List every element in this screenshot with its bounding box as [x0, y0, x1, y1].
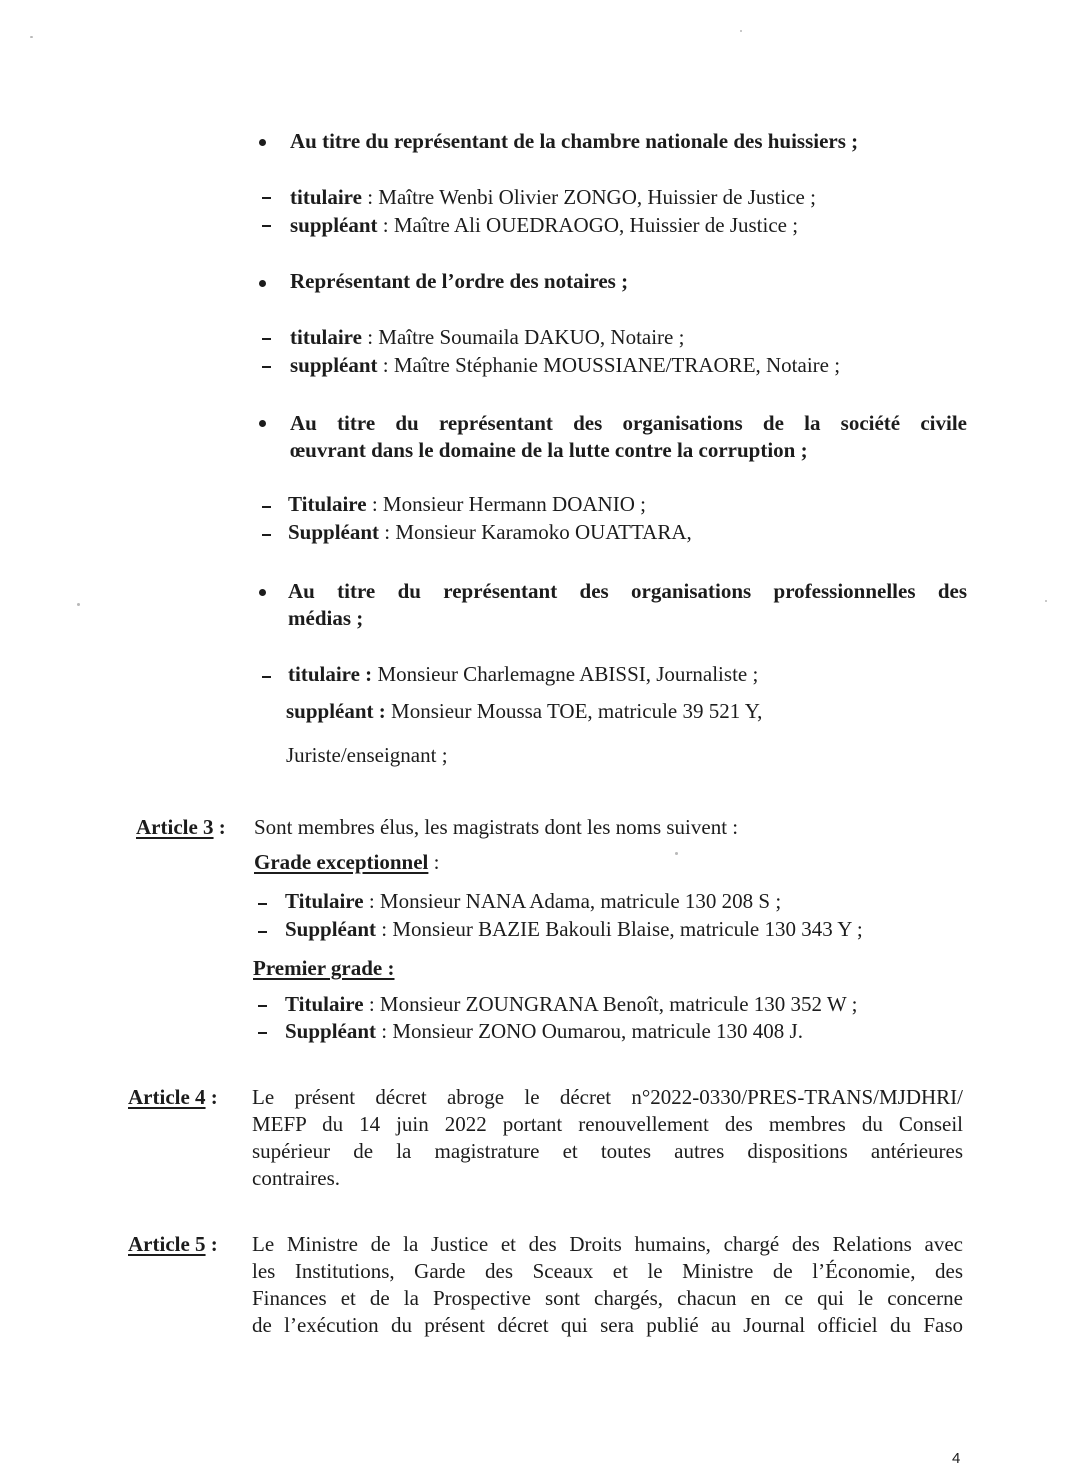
article-label-text: Article 3 [136, 815, 214, 839]
member-entry [290, 212, 798, 238]
article-text-line: supérieur de la magistrature et toutes autres dispositions antérieures [252, 1139, 963, 1163]
article-text-line: MEFP du 14 juin 2022 portant renouvellement des membres du Conseil [252, 1112, 963, 1136]
article-label-colon: : [213, 815, 226, 839]
grade-heading [254, 849, 439, 875]
member-entry [290, 184, 816, 210]
member-role: Titulaire [288, 492, 367, 516]
section-heading: Au titre du représentant de la chambre nationale des huissiers ; [290, 129, 859, 153]
member-entry [288, 491, 646, 517]
article-text-line: les Institutions, Garde des Sceaux et le Ministre de l’Économie, des [252, 1259, 963, 1283]
member-entry [285, 916, 863, 942]
scan-speck [740, 30, 742, 32]
member-text: : Maître Ali OUEDRAOGO, Huissier de Justice ; [377, 213, 799, 237]
member-role: Suppléant [285, 917, 377, 941]
grade-title: Grade exceptionnel [254, 850, 429, 874]
section-heading-line: médias ; [288, 606, 364, 630]
member-role: titulaire : [288, 662, 373, 686]
member-text: : Monsieur Hermann DOANIO ; [366, 492, 646, 516]
section-heading-line: œuvrant dans le domaine de la lutte contre la corruption ; [290, 438, 808, 462]
member-entry [285, 1018, 803, 1044]
member-entry [290, 352, 840, 378]
dash-marker [262, 506, 271, 508]
article-text-line: Le présent décret abroge le décret n°2022-0330/PRES-TRANS/MJDHRI/ [252, 1085, 963, 1109]
member-entry [286, 698, 762, 724]
member-role: Suppléant [288, 520, 380, 544]
member-text: : Monsieur BAZIE Bakouli Blaise, matricule 130 343 Y ; [376, 917, 863, 941]
article-label-colon: : [205, 1085, 218, 1109]
member-role: titulaire [290, 185, 362, 209]
bullet-marker [259, 280, 266, 287]
scan-speck [675, 852, 678, 855]
page-number: 4 [952, 1450, 961, 1467]
scan-speck [30, 36, 33, 38]
article-text: Sont membres élus, les magistrats dont les noms suivent : [254, 815, 739, 839]
member-role: Titulaire [285, 992, 364, 1016]
article-label-text: Article 5 [128, 1232, 206, 1256]
member-role: Titulaire [285, 889, 364, 913]
scan-speck [77, 603, 80, 606]
article-text-line: contraires. [252, 1166, 341, 1190]
member-role: suppléant [290, 213, 378, 237]
member-role: suppléant [290, 353, 378, 377]
scan-speck [1045, 600, 1047, 602]
member-entry-continuation: Juriste/enseignant ; [286, 743, 448, 767]
article-text-line: Le Ministre de la Justice et des Droits humains, chargé des Relations avec [252, 1232, 963, 1256]
member-role: suppléant : [286, 699, 386, 723]
article-text-line: de l’exécution du présent décret qui sera publié au Journal officiel du Faso [252, 1313, 963, 1337]
grade-heading [253, 955, 395, 981]
section-heading: Représentant de l’ordre des notaires ; [290, 269, 629, 293]
article-label [128, 1231, 218, 1257]
member-text: : Maître Stéphanie MOUSSIANE/TRAORE, Notaire ; [377, 353, 841, 377]
article-text-line: Finances et de la Prospective sont chargés, chacun en ce qui le concerne [252, 1286, 963, 1310]
member-text: : Monsieur ZONO Oumarou, matricule 130 408 J. [376, 1019, 803, 1043]
dash-marker [262, 197, 271, 199]
grade-title: Premier grade : [253, 956, 395, 980]
bullet-marker [259, 589, 266, 596]
member-text: : Monsieur NANA Adama, matricule 130 208 S ; [363, 889, 782, 913]
member-entry [288, 519, 692, 545]
dash-marker [258, 931, 267, 933]
member-entry [290, 324, 684, 350]
section-heading-line: Au titre du représentant des organisations professionnelles des [288, 579, 967, 603]
dash-marker [262, 676, 271, 678]
member-text: Monsieur Moussa TOE, matricule 39 521 Y, [385, 699, 763, 723]
dash-marker [258, 1005, 267, 1007]
member-entry [288, 661, 758, 687]
grade-colon: : [428, 850, 440, 874]
dash-marker [258, 903, 267, 905]
member-text: : Monsieur Karamoko OUATTARA, [379, 520, 692, 544]
dash-marker [262, 225, 271, 227]
article-label-colon: : [205, 1232, 218, 1256]
dash-marker [262, 366, 271, 368]
bullet-marker [259, 139, 266, 146]
member-role: Suppléant [285, 1019, 377, 1043]
bullet-marker [259, 420, 266, 427]
member-entry [285, 991, 857, 1017]
member-entry [285, 888, 781, 914]
section-heading-line: Au titre du représentant des organisations de la société civile [290, 411, 967, 435]
dash-marker [258, 1032, 267, 1034]
article-label-text: Article 4 [128, 1085, 206, 1109]
dash-marker [262, 534, 271, 536]
article-label [128, 1084, 218, 1110]
article-label [136, 814, 226, 840]
dash-marker [262, 338, 271, 340]
member-role: titulaire [290, 325, 362, 349]
member-text: : Monsieur ZOUNGRANA Benoît, matricule 130 352 W ; [363, 992, 858, 1016]
member-text: Monsieur Charlemagne ABISSI, Journaliste ; [372, 662, 759, 686]
member-text: : Maître Wenbi Olivier ZONGO, Huissier de Justice ; [361, 185, 816, 209]
member-text: : Maître Soumaila DAKUO, Notaire ; [361, 325, 685, 349]
